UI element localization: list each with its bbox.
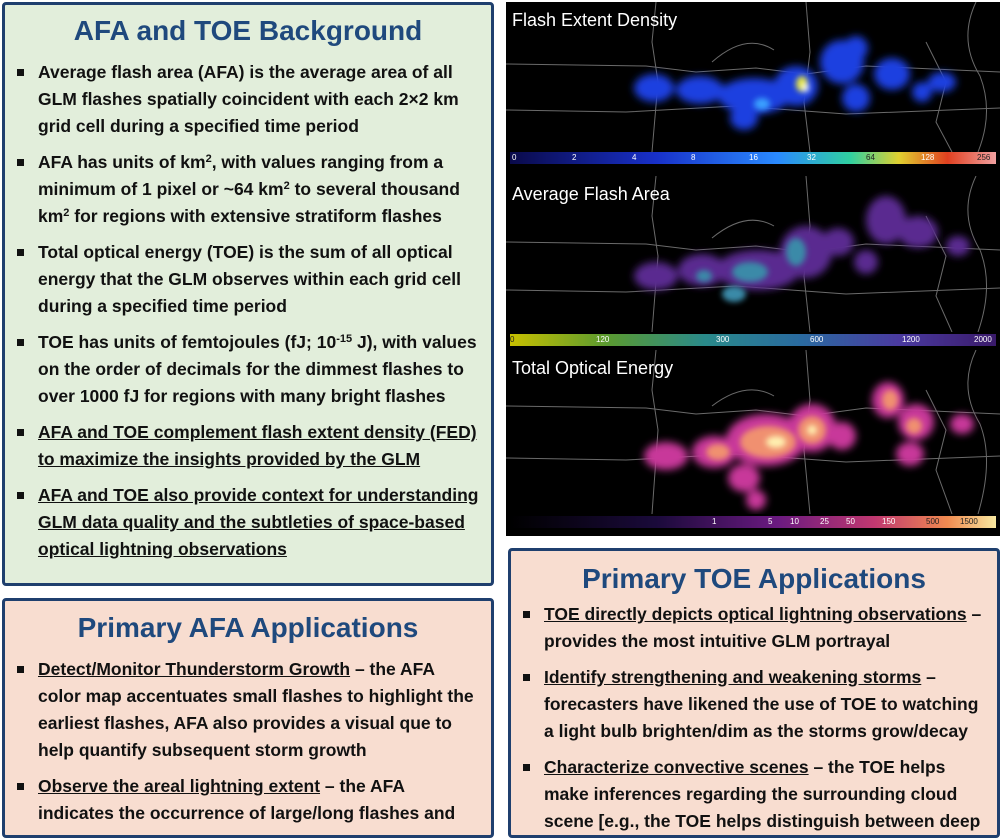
background-item-afa-definition	[38, 59, 481, 140]
background-item-toe-definition	[38, 239, 481, 320]
background-item-text: TOE has units of femtojoules (fJ; 10	[38, 332, 337, 352]
toe-tick-label: 25	[820, 517, 829, 526]
glm-imagery-figure	[506, 2, 1000, 536]
toe-tick-label: 5	[768, 517, 773, 526]
toe-panel-label: Total Optical Energy	[512, 358, 674, 378]
fed-tick-label: 128	[921, 153, 935, 162]
toe-colorbar-ticks	[510, 516, 996, 528]
toe-application-text: – forecasters have likened the use of TOE to watching a light bulb brighten/dim as the storms grow/decay	[544, 667, 979, 741]
fed-tick-label: 2	[572, 153, 577, 162]
afa-panel	[506, 176, 1000, 350]
toe-application-heading: Identify strengthening and weakening storms	[544, 667, 922, 687]
background-panel	[2, 2, 494, 586]
afa-colorbar-ticks	[510, 334, 996, 346]
background-item-text: AFA and TOE also provide context for understanding GLM data quality and the subtleties of space-based optical lightning observations	[38, 485, 479, 559]
afa-tick-label: 1200	[902, 335, 920, 344]
fed-panel-label: Flash Extent Density	[512, 10, 678, 30]
background-item-afa-units	[38, 149, 481, 230]
background-item-text: , with values ranging from a minimum of 1 pixel or ~64 km	[38, 152, 444, 199]
superscript: 2	[205, 153, 212, 165]
superscript: 2	[63, 207, 70, 219]
background-item-text: Average flash area (AFA) is the average area of all GLM flashes spatially coincident with each 2×2 km grid cell during a specified time period	[38, 62, 459, 136]
fed-tick-label: 256	[977, 153, 991, 162]
toe-application-item	[544, 601, 987, 655]
toe-application-item	[544, 664, 987, 745]
afa-tick-label: 0	[510, 335, 515, 344]
afa-application-text: – the AFA color map accentuates small flashes to highlight the earliest flashes, AFA also provides a visual que to help quantify subsequent storm growth	[38, 659, 474, 760]
toe-application-heading: Characterize convective scenes	[544, 757, 809, 777]
toe-tick-label: 500	[926, 517, 940, 526]
background-list	[5, 59, 491, 563]
background-item-text: AFA and TOE complement flash extent density (FED) to maximize the insights provided by the GLM	[38, 422, 477, 469]
fed-tick-label: 16	[749, 153, 758, 162]
afa-application-text: – the AFA indicates the occurrence of large/long flashes and	[38, 776, 456, 823]
afa-application-heading: Observe the areal lightning extent	[38, 776, 321, 796]
background-item-data-quality	[38, 482, 481, 563]
fed-colorbar-ticks	[510, 152, 996, 164]
afa-tick-label: 2000	[974, 335, 992, 344]
toe-tick-label: 10	[790, 517, 799, 526]
background-item-text: J), with values on the order of decimals for the dimmest flashes to over 1000 fJ for regions with many bright flashes	[38, 332, 477, 406]
toe-tick-label: 50	[846, 517, 855, 526]
toe-applications-list	[511, 601, 997, 835]
afa-application-item	[38, 773, 481, 827]
toe-application-item	[544, 754, 987, 835]
background-panel-title: AFA and TOE Background	[73, 15, 423, 46]
afa-tick-label: 600	[810, 335, 824, 344]
background-item-complement-fed	[38, 419, 481, 473]
background-item-toe-units	[38, 329, 481, 410]
toe-applications-panel	[508, 548, 1000, 838]
afa-application-heading: Detect/Monitor Thunderstorm Growth	[38, 659, 351, 679]
fed-tick-label: 32	[807, 153, 816, 162]
afa-tick-label: 120	[596, 335, 610, 344]
background-item-text: to several thousand km	[38, 179, 460, 226]
afa-applications-title: Primary AFA Applications	[77, 612, 419, 643]
background-item-text: AFA has units of km	[38, 152, 206, 172]
afa-applications-list	[5, 656, 491, 827]
afa-tick-label: 300	[716, 335, 730, 344]
toe-application-text: – the TOE helps make inferences regarding the surrounding cloud scene [e.g., the TOE helps distinguish between deep	[544, 757, 981, 831]
fed-tick-label: 8	[691, 153, 696, 162]
superscript: 2	[283, 180, 290, 192]
toe-tick-label: 1	[712, 517, 717, 526]
toe-application-heading: TOE directly depicts optical lightning observations	[544, 604, 967, 624]
toe-storm-cells	[644, 382, 974, 510]
superscript: -15	[336, 333, 353, 345]
fed-tick-label: 64	[866, 153, 875, 162]
fed-tick-label: 4	[632, 153, 637, 162]
toe-application-text: – provides the most intuitive GLM portrayal	[544, 604, 982, 651]
afa-application-item	[38, 656, 481, 764]
toe-tick-label: 150	[882, 517, 896, 526]
afa-applications-panel	[2, 598, 494, 838]
fed-panel	[506, 2, 1000, 176]
fed-storm-cells	[634, 36, 956, 130]
background-item-text: for regions with extensive stratiform flashes	[69, 206, 442, 226]
toe-panel	[506, 350, 1000, 536]
background-item-text: Total optical energy (TOE) is the sum of all optical energy that the GLM observes within each grid cell during a specified time period	[38, 242, 462, 316]
toe-applications-title: Primary TOE Applications	[582, 563, 926, 594]
afa-panel-label: Average Flash Area	[512, 184, 670, 204]
toe-tick-label: 1500	[960, 517, 978, 526]
fed-tick-label: 0	[512, 153, 517, 162]
